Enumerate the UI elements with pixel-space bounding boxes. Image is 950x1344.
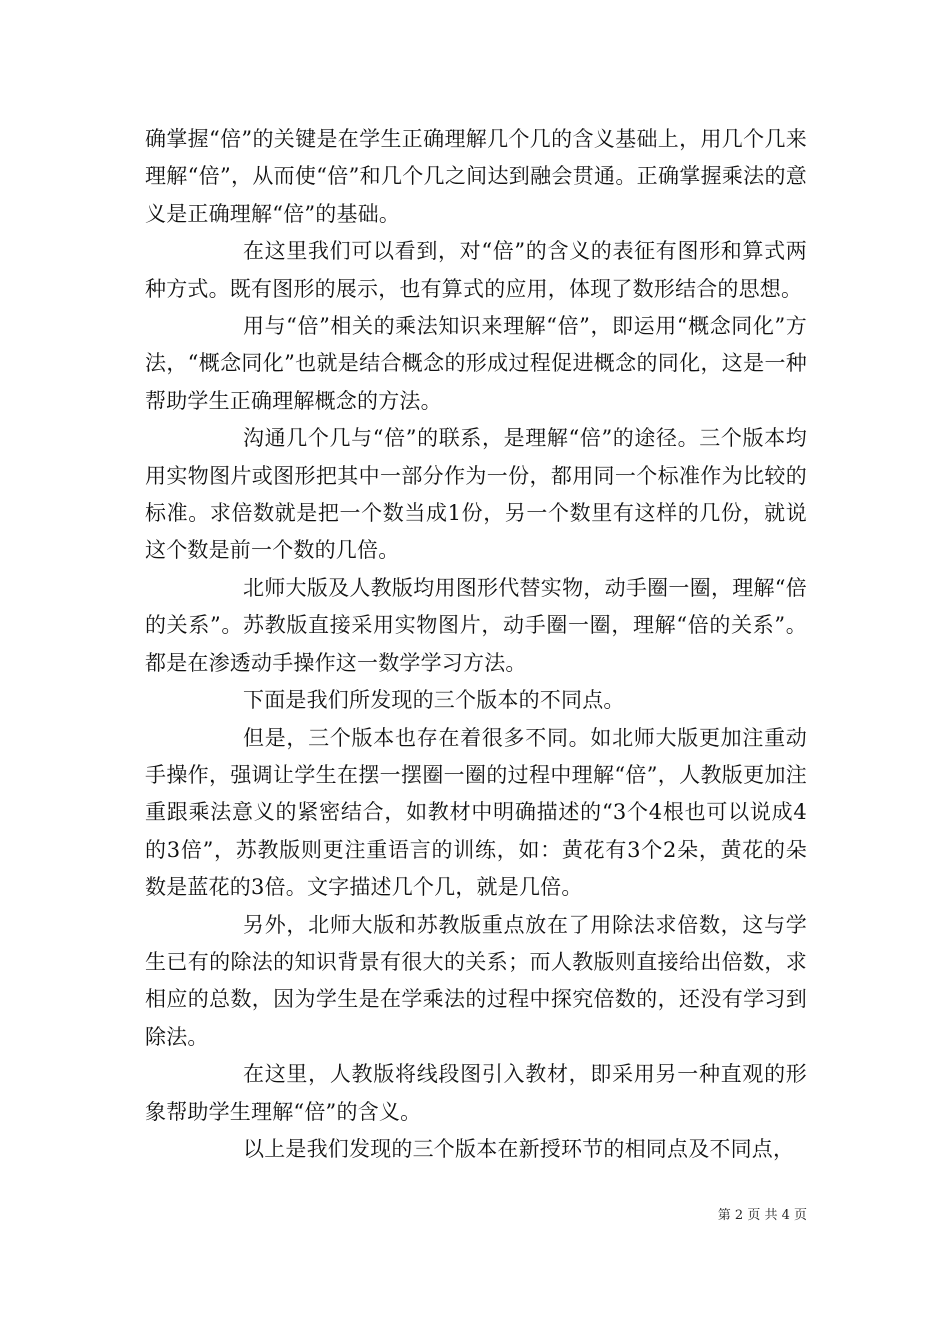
body-text: [145, 121, 807, 1168]
paragraph-9: 在这里，人教版将线段图引入教材，即采用另一种直观的形象帮助学生理解“倍”的含义。: [145, 1062, 807, 1124]
paragraph-3: 用与“倍”相关的乘法知识来理解“倍”，即运用“概念同化”方法，“概念同化”也就是结合概念的形成过程促进概念的同化，这是一种帮助学生正确理解概念的方法。: [145, 314, 807, 413]
paragraph-5: 北师大版及人教版均用图形代替实物，动手圈一圈，理解“倍的关系”。苏教版直接采用实物图片，动手圈一圈，理解“倍的关系”。都是在渗透动手操作这一数学学习方法。: [145, 575, 807, 675]
paragraph-10: 以上是我们发现的三个版本在新授环节的相同点及不同点，: [243, 1136, 795, 1161]
paragraph-6: 下面是我们所发现的三个版本的不同点。: [243, 688, 625, 713]
page-number-footer: 第 2 页 共 4 页: [717, 1208, 807, 1223]
paragraph-1: 确掌握“倍”的关键是在学生正确理解几个几的含义基础上，用几个几来理解“倍”，从而使“倍”和几个几之间达到融会贯通。正确掌握乘法的意义是正确理解“倍”的基础。: [145, 127, 807, 226]
paragraph-8: 另外，北师大版和苏教版重点放在了用除法求倍数，这与学生已有的除法的知识背景有很大的关系；而人教版则直接给出倍数，求相应的总数，因为学生是在学乘法的过程中探究倍数的，还没有学习到除法。: [145, 912, 807, 1049]
paragraph-2: 在这里我们可以看到，对“倍”的含义的表征有图形和算式两种方式。既有图形的展示，也有算式的应用，体现了数形结合的思想。: [145, 239, 807, 301]
paragraph-7: 但是，三个版本也存在着很多不同。如北师大版更加注重动手操作，强调让学生在摆一摆圈一圈的过程中理解“倍”，人教版更加注重跟乘法意义的紧密结合，如教材中明确描述的“3个4根也可以说成4的3倍”，苏教版则更注重语言的训练，如：黄花有3个2朵，黄花的朵数是蓝花的3倍。文字描述几个几，就是几倍。: [145, 725, 807, 900]
paragraph-4: 沟通几个几与“倍”的联系，是理解“倍”的途径。三个版本均用实物图片或图形把其中一部分作为一份，都用同一个标准作为比较的标准。求倍数就是把一个数当成1份，另一个数里有这样的几份，就说这个数是前一个数的几倍。: [145, 426, 807, 563]
